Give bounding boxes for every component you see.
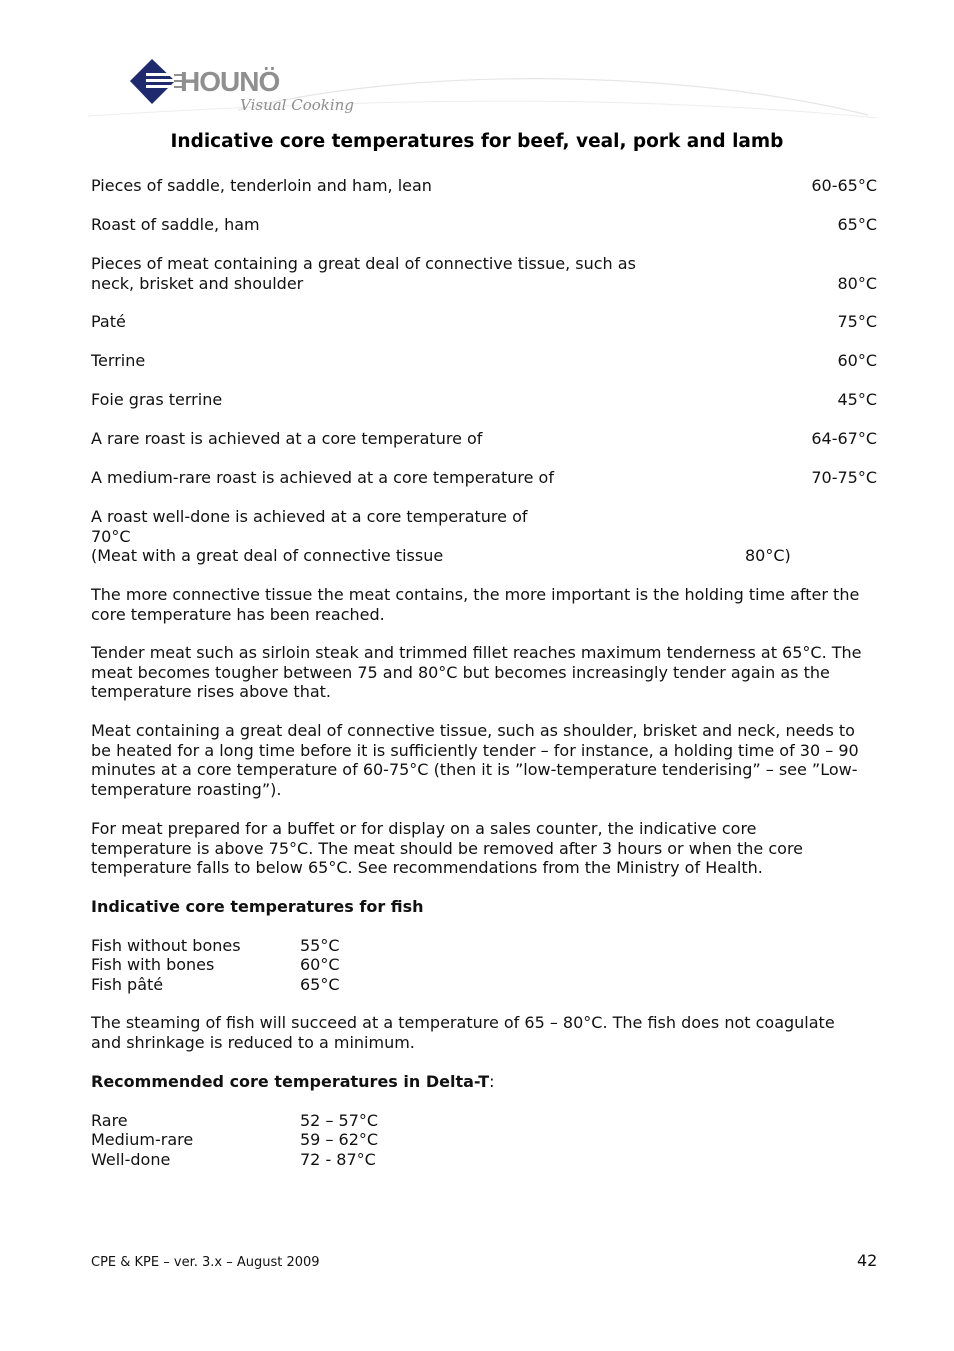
fish-note: The steaming of fish will succeed at a temperature of 65 – 80°C. The fish does not coagulate and shrinkage is reduced to a minimum. xyxy=(91,1013,835,1052)
welldone-line1: A roast well-done is achieved at a core temperature of xyxy=(91,507,528,526)
meat-row-label: Foie gras terrine xyxy=(91,390,223,409)
brand-name: HOUNÖ xyxy=(180,66,280,97)
brand-tagline: Visual Cooking xyxy=(240,96,354,114)
meat-row-label: A rare roast is achieved at a core temperature of xyxy=(91,429,483,448)
meat-row-label-cont: neck, brisket and shoulder xyxy=(91,273,304,293)
houno-logo xyxy=(130,56,360,118)
deltat-row-value: 59 – 62°C xyxy=(300,1130,379,1149)
page-title: Indicative core temperatures for beef, veal, pork and lamb xyxy=(170,131,784,152)
meat-row-label: Paté xyxy=(91,312,126,331)
fish-row-value: 60°C xyxy=(300,955,340,974)
meat-row-value: 45°C xyxy=(837,390,877,409)
fish-row-label: Fish with bones xyxy=(91,955,215,974)
meat-row-label: Terrine xyxy=(91,351,146,370)
meat-row-value: 75°C xyxy=(837,312,877,331)
deltat-heading: Recommended core temperatures in Delta-T xyxy=(91,1072,490,1091)
welldone-value: 80°C) xyxy=(745,546,791,565)
deltat-row-label: Rare xyxy=(91,1111,128,1130)
meat-row-value: 80°C xyxy=(837,273,877,293)
meat-row-value: 64-67°C xyxy=(811,429,877,448)
meat-row-label: Pieces of saddle, tenderloin and ham, lean xyxy=(91,176,432,195)
paragraph-holding-time: The more connective tissue the meat contains, the more important is the holding time after the core temperature has been reached. xyxy=(91,585,860,624)
meat-row-value: 60°C xyxy=(837,351,877,370)
fish-row-label: Fish without bones xyxy=(91,936,241,955)
paragraph-buffet: For meat prepared for a buffet or for display on a sales counter, the indicative core temperature is above 75°C. The meat should be removed after 3 hours or when the core temperature falls to below 65°C. See recommendations from the Ministry of Health. xyxy=(91,819,804,877)
meat-row-value: 60-65°C xyxy=(811,176,877,195)
deltat-row-label: Medium-rare xyxy=(91,1130,194,1149)
deltat-row-label: Well-done xyxy=(91,1150,171,1169)
page-number: 42 xyxy=(857,1251,878,1270)
deltat-row-value: 52 – 57°C xyxy=(300,1111,379,1130)
deltat-row-value: 72 - 87°C xyxy=(300,1150,376,1169)
welldone-line2: 70°C xyxy=(91,526,131,546)
footer-version: CPE & KPE – ver. 3.x – August 2009 xyxy=(91,1255,320,1270)
welldone-line3: (Meat with a great deal of connective tissue xyxy=(91,546,444,565)
paragraph-tenderness: Tender meat such as sirloin steak and trimmed fillet reaches maximum tenderness at 65°C. The meat becomes tougher between 75 and 80°C but becomes increasingly tender again as the temperature rises above that. xyxy=(91,643,862,701)
deltat-heading-line xyxy=(91,1072,866,1092)
meat-row-value: 70-75°C xyxy=(811,468,877,487)
meat-row-value: 65°C xyxy=(837,215,877,234)
fish-row-label: Fish pâté xyxy=(91,975,164,994)
meat-row-label: Pieces of meat containing a great deal of connective tissue, such as xyxy=(91,254,636,273)
fish-row-value: 55°C xyxy=(300,936,340,955)
houno-logo-mark-icon xyxy=(130,56,360,118)
fish-row-value: 65°C xyxy=(300,975,340,994)
meat-row-label: Roast of saddle, ham xyxy=(91,215,260,234)
meat-row-label: A medium-rare roast is achieved at a core temperature of xyxy=(91,468,554,487)
fish-heading: Indicative core temperatures for fish xyxy=(91,897,424,916)
deltat-heading-colon: : xyxy=(489,1072,495,1091)
paragraph-connective-tissue: Meat containing a great deal of connective tissue, such as shoulder, brisket and neck, needs to be heated for a long time before it is sufficiently tender – for instance, a holding time of 30 – 90 minutes at a core temperature of 60-75°C (then it is ”low-temperature tenderising” – see ”Low-temperature roasting”). xyxy=(91,721,859,799)
